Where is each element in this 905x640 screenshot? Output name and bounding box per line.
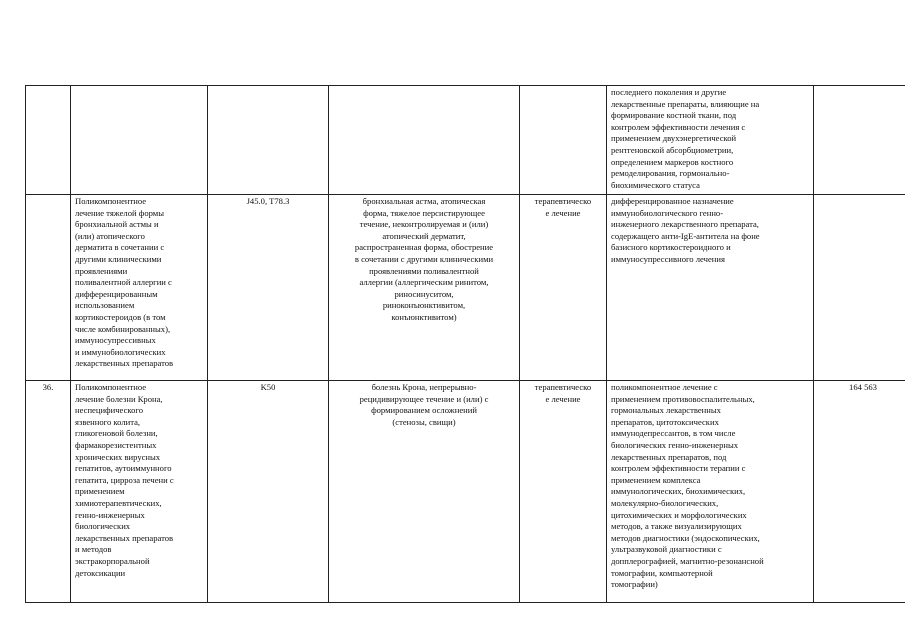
treatment-method-cell: последнего поколения и другие лекарственные препараты, влияющие на формирование костной ткани, под контролем эффективности лечения с применением двухэнергетической рентгеновской абсорбциометрии, определением маркеров костного ремоделирования, гормонально- биохимического статуса	[607, 86, 814, 195]
care-name-cell: Поликомпонентное лечение болезни Крона, неспецифического язвенного колита, гликогеновой болезни, фармакорезистентных хронических вирусных гепатитов, аутоиммунного гепатита, цирроза печени с применением химиотерапевтических, генно-инженерных биологических лекарственных препаратов и методов экстракорпоральной детоксикации	[71, 381, 208, 603]
row-number-cell: 36.	[26, 381, 71, 603]
medical-care-table	[25, 85, 905, 603]
care-name-cell	[71, 86, 208, 195]
treatment-type-cell	[520, 86, 607, 195]
table-row	[26, 195, 905, 381]
treatment-type-cell: терапевтическо е лечение	[520, 381, 607, 603]
treatment-method-cell: дифференцированное назначение иммунобиологического генно- инженерного лекарственного препарата, содержащего анти-IgE-антитела на фоне базисного кортикостероидного и иммуносупрессивного лечения	[607, 195, 814, 381]
row-number-cell	[26, 86, 71, 195]
icd-code-cell: J45.0, T78.3	[208, 195, 329, 381]
treatment-type-cell: терапевтическо е лечение	[520, 195, 607, 381]
patient-model-cell	[329, 86, 520, 195]
icd-code-cell: K50	[208, 381, 329, 603]
row-number-cell	[26, 195, 71, 381]
cost-norm-cell	[814, 86, 905, 195]
table-row	[26, 86, 905, 195]
table-row	[26, 381, 905, 603]
patient-model-cell: бронхиальная астма, атопическая форма, тяжелое персистирующее течение, неконтролируемая и (или) атопический дерматит, распространенная форма, обострение в сочетании с другими клиническими проявлениями поливалентной аллергии (аллергическим ринитом, риносинуситом, риноконъюнктивитом, конъюнктивитом)	[329, 195, 520, 381]
care-name-cell: Поликомпонентное лечение тяжелой формы бронхиальной астмы и (или) атопического дерматита в сочетании с другими клиническими проявлениями поливалентной аллергии с дифференцированным использованием кортикостероидов (в том числе комбинированных), иммуносупрессивных и иммунобиологических лекарственных препаратов	[71, 195, 208, 381]
patient-model-cell: болезнь Крона, непрерывно- рецидивирующее течение и (или) с формированием осложнений (стенозы, свищи)	[329, 381, 520, 603]
treatment-method-cell: поликомпонентное лечение с применением противовоспалительных, гормональных лекарственных препаратов, цитотоксических иммунодепрессантов, в том числе биологических генно-инженерных лекарственных препаратов, под контролем эффективности терапии с применением комплекса иммунологических, биохимических, молекулярно-биологических, цитохимических и морфологических методов, а также визуализирующих методов диагностики (эндоскопических, ультразвуковой диагностики с допплерографией, магнитно-резонансной томографии, компьютерной томографии)	[607, 381, 814, 603]
icd-code-cell	[208, 86, 329, 195]
cost-norm-cell	[814, 195, 905, 381]
cost-norm-cell: 164 563	[814, 381, 905, 603]
